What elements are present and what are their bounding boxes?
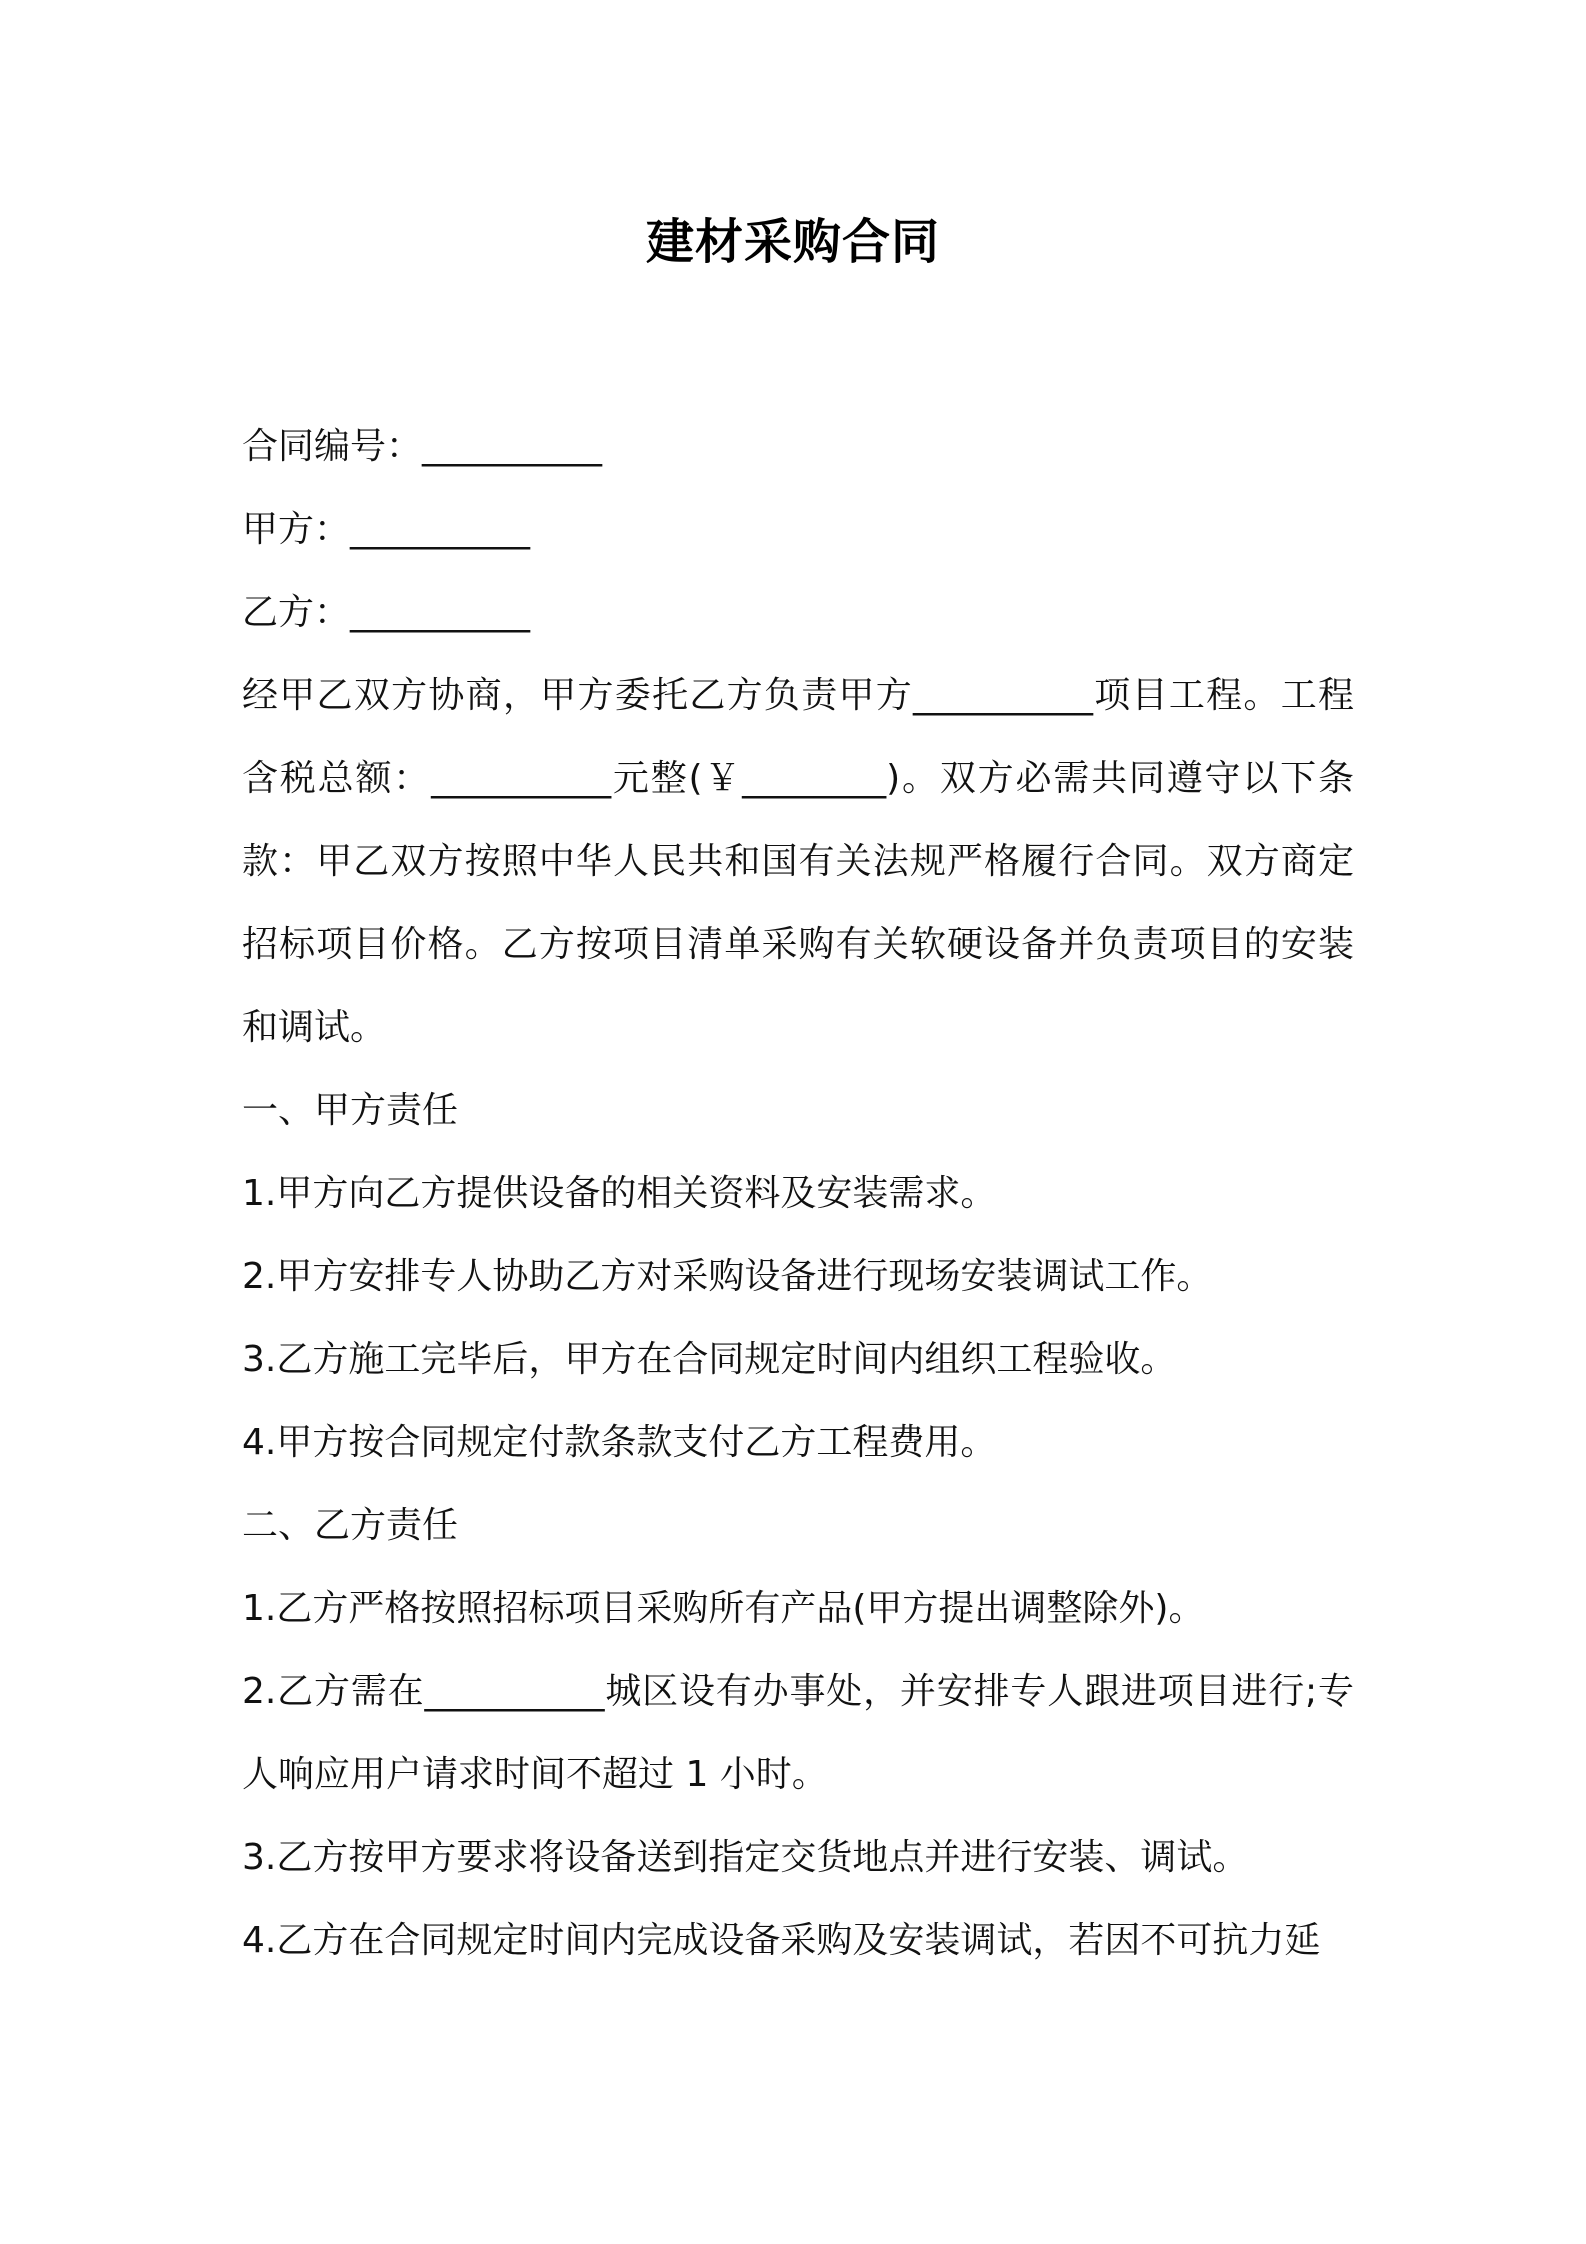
document-body [242, 405, 1354, 1982]
document-title: 建材采购合同 [645, 214, 940, 270]
section-a-heading: 一、甲方责任 [242, 1090, 459, 1131]
section-a-item: 1.甲方向乙方提供设备的相关资料及安装需求。 [242, 1173, 997, 1214]
section-a-item: 2.甲方安排专人协助乙方对采购设备进行现场安装调试工作。 [242, 1256, 1213, 1297]
section-b-item: 2.乙方需在__________城区设有办事处，并安排专人跟进项目进行;专人响应用户请求时间不超过 1 小时。 [242, 1671, 1354, 1795]
section-b-heading: 二、乙方责任 [242, 1505, 459, 1546]
intro-paragraph: 经甲乙双方协商，甲方委托乙方负责甲方__________项目工程。工程含税总额：__________元整(￥________)。双方必需共同遵守以下条款：甲乙双方按照中华人民共和国有关法规严格履行合同。双方商定招标项目价格。乙方按项目清单采购有关软硬设备并负责项目的安装和调试。 [242, 675, 1354, 1048]
section-b-item: 1.乙方严格按照招标项目采购所有产品(甲方提出调整除外)。 [242, 1588, 1205, 1629]
section-a-item: 3.乙方施工完毕后，甲方在合同规定时间内组织工程验收。 [242, 1339, 1177, 1380]
party-a-line: 甲方：__________ [242, 509, 531, 550]
section-b-item: 4.乙方在合同规定时间内完成设备采购及安装调试，若因不可抗力延 [242, 1920, 1321, 1961]
party-b-line: 乙方：__________ [242, 592, 531, 633]
contract-number-line: 合同编号：__________ [242, 426, 603, 467]
section-b-item: 3.乙方按甲方要求将设备送到指定交货地点并进行安装、调试。 [242, 1837, 1249, 1878]
section-a-item: 4.甲方按合同规定付款条款支付乙方工程费用。 [242, 1422, 997, 1463]
